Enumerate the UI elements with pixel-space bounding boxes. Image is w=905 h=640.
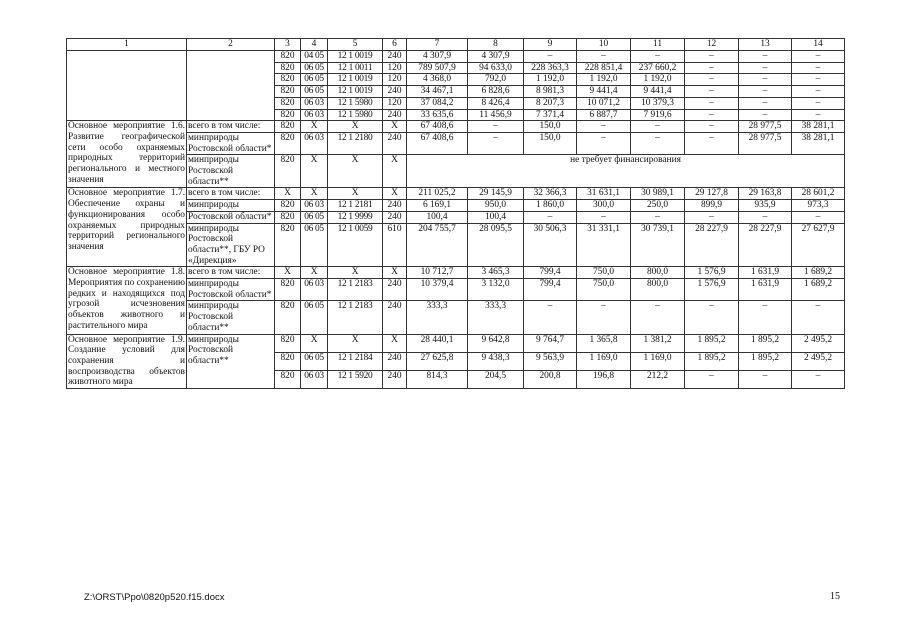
value-cell: 12 1 0019 — [328, 86, 383, 98]
value-cell: 1 689,2 — [792, 267, 845, 279]
value-cell: Х — [328, 267, 383, 279]
value-cell: 240 — [383, 51, 407, 63]
value-cell: 28 227,9 — [685, 223, 739, 267]
value-cell: 1 365,8 — [577, 334, 631, 352]
column-header: 4 — [301, 39, 328, 51]
value-cell: 1 631,9 — [739, 267, 792, 279]
value-cell: – — [524, 301, 577, 334]
value-cell: – — [685, 74, 739, 86]
value-cell: 8 426,4 — [468, 97, 524, 109]
value-cell: 820 — [275, 200, 301, 212]
value-cell: 1 169,0 — [577, 352, 631, 370]
value-cell: 240 — [383, 352, 407, 370]
value-cell: 820 — [275, 211, 301, 223]
value-cell: 67 408,6 — [407, 121, 468, 133]
value-cell: – — [739, 301, 792, 334]
value-cell: 610 — [383, 223, 407, 267]
value-cell: 1 689,2 — [792, 279, 845, 301]
value-cell: 06 05 — [301, 62, 328, 74]
value-cell: – — [577, 51, 631, 63]
value-cell: 06 05 — [301, 352, 328, 370]
value-cell: 11 456,9 — [468, 109, 524, 121]
value-cell: 204 755,7 — [407, 223, 468, 267]
value-cell: 38 281,1 — [792, 121, 845, 133]
value-cell: Х — [328, 188, 383, 200]
value-cell: 12 1 5980 — [328, 97, 383, 109]
value-cell: 1 192,0 — [524, 74, 577, 86]
value-cell: 3 132,0 — [468, 279, 524, 301]
source-cell: минприроды Ростовской области** — [187, 155, 275, 188]
value-cell: 4 368,0 — [407, 74, 468, 86]
value-cell: 06 03 — [301, 200, 328, 212]
value-cell: 240 — [383, 132, 407, 154]
value-cell: 1 192,0 — [631, 74, 685, 86]
value-cell: 2 495,2 — [792, 334, 845, 352]
value-cell: 10 379,4 — [407, 279, 468, 301]
value-cell: – — [631, 301, 685, 334]
value-cell: 06 03 — [301, 132, 328, 154]
value-cell: 37 084,2 — [407, 97, 468, 109]
value-cell: – — [524, 51, 577, 63]
value-cell: 4 307,9 — [468, 51, 524, 63]
value-cell: – — [792, 51, 845, 63]
table-row — [67, 334, 845, 352]
value-cell: 240 — [383, 301, 407, 334]
value-cell: 973,3 — [792, 200, 845, 212]
value-cell: 30 739,1 — [631, 223, 685, 267]
value-cell: Х — [301, 121, 328, 133]
value-cell: 06 03 — [301, 370, 328, 388]
value-cell: 28 977,5 — [739, 121, 792, 133]
value-cell: 06 05 — [301, 223, 328, 267]
value-cell: 28 977,5 — [739, 132, 792, 154]
value-cell: 27 625,8 — [407, 352, 468, 370]
value-cell: – — [685, 132, 739, 154]
value-cell: – — [792, 62, 845, 74]
value-cell: – — [685, 370, 739, 388]
value-cell: 820 — [275, 74, 301, 86]
value-cell: 750,0 — [577, 267, 631, 279]
value-cell: 6 169,1 — [407, 200, 468, 212]
value-cell: 1 169,0 — [631, 352, 685, 370]
value-cell: 100,4 — [468, 211, 524, 223]
value-cell: 240 — [383, 370, 407, 388]
value-cell: 12 1 0019 — [328, 74, 383, 86]
value-cell: 7 919,6 — [631, 109, 685, 121]
value-cell: 1 192,0 — [577, 74, 631, 86]
value-cell: 12 1 0019 — [328, 51, 383, 63]
value-cell: 31 331,1 — [577, 223, 631, 267]
value-cell: 820 — [275, 279, 301, 301]
value-cell: – — [739, 62, 792, 74]
value-cell: Х — [301, 188, 328, 200]
value-cell: 9 764,7 — [524, 334, 577, 352]
financing-note: не требует финансирования — [407, 155, 845, 188]
value-cell: – — [577, 132, 631, 154]
value-cell: 120 — [383, 74, 407, 86]
source-cell: минприроды Ростовской области* — [187, 132, 275, 154]
measure-name: Основное мероприятие 1.9. Создание условий для сохранения и воспроизводства объектов животного мира — [68, 334, 185, 388]
source-cell: минприроды Ростовской области**, ГБУ РО «Дирекция» — [187, 223, 275, 267]
value-cell: 1 895,2 — [739, 334, 792, 352]
value-cell: Х — [383, 267, 407, 279]
name-cell-continued — [67, 51, 187, 121]
column-header: 7 — [407, 39, 468, 51]
value-cell: – — [577, 121, 631, 133]
value-cell: – — [631, 132, 685, 154]
value-cell: 211 025,2 — [407, 188, 468, 200]
value-cell: 32 366,3 — [524, 188, 577, 200]
value-cell: 820 — [275, 370, 301, 388]
value-cell: – — [739, 370, 792, 388]
value-cell: 04 05 — [301, 51, 328, 63]
value-cell: – — [792, 97, 845, 109]
value-cell: 240 — [383, 279, 407, 301]
value-cell: 9 563,9 — [524, 352, 577, 370]
value-cell: 06 03 — [301, 279, 328, 301]
value-cell: 28 601,2 — [792, 188, 845, 200]
source-cell: минприроды Ростовской области** — [187, 334, 275, 389]
column-header: 11 — [631, 39, 685, 51]
value-cell: – — [739, 74, 792, 86]
value-cell: 9 642,8 — [468, 334, 524, 352]
value-cell: 820 — [275, 132, 301, 154]
value-cell: – — [524, 211, 577, 223]
value-cell: 1 381,2 — [631, 334, 685, 352]
footer-file-path: Z:\ORST\Ppo\0820p520.f15.docx — [84, 592, 225, 603]
value-cell: 10 071,2 — [577, 97, 631, 109]
value-cell: 1 895,2 — [685, 334, 739, 352]
value-cell: – — [468, 121, 524, 133]
value-cell: – — [577, 301, 631, 334]
value-cell: 150,0 — [524, 121, 577, 133]
value-cell: 899,9 — [685, 200, 739, 212]
value-cell: 12 1 5920 — [328, 370, 383, 388]
value-cell: – — [792, 370, 845, 388]
value-cell: Х — [383, 155, 407, 188]
value-cell: 6 887,7 — [577, 109, 631, 121]
value-cell: 240 — [383, 109, 407, 121]
value-cell: 12 1 5980 — [328, 109, 383, 121]
value-cell: 1 895,2 — [739, 352, 792, 370]
value-cell: 38 281,1 — [792, 132, 845, 154]
table-row — [67, 188, 845, 200]
value-cell: 240 — [383, 86, 407, 98]
value-cell: – — [792, 86, 845, 98]
value-cell: 8 981,3 — [524, 86, 577, 98]
value-cell: 228 851,4 — [577, 62, 631, 74]
value-cell: 204,5 — [468, 370, 524, 388]
value-cell: 06 03 — [301, 109, 328, 121]
value-cell: 28 095,5 — [468, 223, 524, 267]
value-cell: 799,4 — [524, 267, 577, 279]
value-cell: 9 441,4 — [631, 86, 685, 98]
value-cell: 820 — [275, 352, 301, 370]
value-cell: – — [685, 51, 739, 63]
value-cell: 06 05 — [301, 211, 328, 223]
source-cell: всего в том числе: — [187, 267, 275, 279]
value-cell: 820 — [275, 223, 301, 267]
source-cell: всего в том числе: — [187, 188, 275, 200]
value-cell: 10 712,7 — [407, 267, 468, 279]
value-cell: – — [739, 211, 792, 223]
value-cell: 1 576,9 — [685, 267, 739, 279]
value-cell: 06 05 — [301, 301, 328, 334]
value-cell: 12 1 2183 — [328, 279, 383, 301]
value-cell: 6 828,6 — [468, 86, 524, 98]
value-cell: Х — [328, 155, 383, 188]
value-cell: – — [685, 62, 739, 74]
column-header: 9 — [524, 39, 577, 51]
value-cell: 29 127,8 — [685, 188, 739, 200]
value-cell: 333,3 — [468, 301, 524, 334]
value-cell: 792,0 — [468, 74, 524, 86]
value-cell: Х — [383, 188, 407, 200]
value-cell: 9 441,4 — [577, 86, 631, 98]
value-cell: – — [739, 97, 792, 109]
source-cell-continued — [187, 51, 275, 121]
value-cell: 1 631,9 — [739, 279, 792, 301]
value-cell: 240 — [383, 200, 407, 212]
value-cell: – — [739, 51, 792, 63]
value-cell: 800,0 — [631, 267, 685, 279]
value-cell: Х — [383, 334, 407, 352]
value-cell: 237 660,2 — [631, 62, 685, 74]
value-cell: – — [792, 301, 845, 334]
value-cell: 333,3 — [407, 301, 468, 334]
column-header: 2 — [187, 39, 275, 51]
column-header: 13 — [739, 39, 792, 51]
value-cell: 29 163,8 — [739, 188, 792, 200]
value-cell: Х — [275, 188, 301, 200]
value-cell: 820 — [275, 62, 301, 74]
value-cell: 28 227,9 — [739, 223, 792, 267]
value-cell: 12 1 2180 — [328, 132, 383, 154]
value-cell: – — [739, 86, 792, 98]
value-cell: 300,0 — [577, 200, 631, 212]
column-header: 1 — [67, 39, 187, 51]
value-cell: 200,8 — [524, 370, 577, 388]
value-cell: 120 — [383, 62, 407, 74]
column-header: 3 — [275, 39, 301, 51]
value-cell: 820 — [275, 121, 301, 133]
value-cell: 212,2 — [631, 370, 685, 388]
value-cell: 06 03 — [301, 97, 328, 109]
footer-page-number: 15 — [830, 591, 840, 602]
value-cell: – — [685, 86, 739, 98]
value-cell: 799,4 — [524, 279, 577, 301]
measure-name: Основное мероприятие 1.6. Развитие географической сети особо охраняемых природных территорий регионального и местного значения — [67, 121, 187, 188]
budget-table — [66, 38, 845, 389]
value-cell: 820 — [275, 301, 301, 334]
column-header: 8 — [468, 39, 524, 51]
value-cell: 31 631,1 — [577, 188, 631, 200]
value-cell: – — [631, 51, 685, 63]
value-cell: Х — [301, 334, 328, 352]
value-cell: 820 — [275, 51, 301, 63]
value-cell: 30 989,1 — [631, 188, 685, 200]
value-cell: Х — [328, 121, 383, 133]
value-cell: – — [792, 211, 845, 223]
value-cell: 06 05 — [301, 86, 328, 98]
value-cell: 2 495,2 — [792, 352, 845, 370]
value-cell: 820 — [275, 97, 301, 109]
value-cell: 8 207,3 — [524, 97, 577, 109]
measure-name: Основное мероприятие 1.8. Мероприятия по сохранению редких и находящихся под угрозой исчезновения объектов животного и растительного мира — [67, 267, 187, 334]
value-cell: – — [685, 97, 739, 109]
value-cell: 12 1 0011 — [328, 62, 383, 74]
value-cell: 7 371,4 — [524, 109, 577, 121]
value-cell: Х — [328, 334, 383, 352]
value-cell: – — [577, 211, 631, 223]
value-cell: 250,0 — [631, 200, 685, 212]
value-cell: 1 576,9 — [685, 279, 739, 301]
value-cell: 935,9 — [739, 200, 792, 212]
value-cell: 820 — [275, 155, 301, 188]
table-row — [67, 267, 845, 279]
value-cell: 789 507,9 — [407, 62, 468, 74]
column-header: 14 — [792, 39, 845, 51]
column-header: 6 — [383, 39, 407, 51]
value-cell: 30 506,3 — [524, 223, 577, 267]
value-cell: – — [792, 74, 845, 86]
value-cell: 820 — [275, 86, 301, 98]
value-cell: 12 1 9999 — [328, 211, 383, 223]
value-cell: Х — [301, 155, 328, 188]
value-cell: 820 — [275, 334, 301, 352]
value-cell: 12 1 2184 — [328, 352, 383, 370]
value-cell: – — [739, 109, 792, 121]
value-cell: – — [631, 121, 685, 133]
source-cell: Ростовской области* — [187, 211, 275, 223]
value-cell: 29 145,9 — [468, 188, 524, 200]
value-cell: 06 05 — [301, 74, 328, 86]
source-cell: минприроды Ростовской области* — [187, 279, 275, 301]
value-cell: 10 379,3 — [631, 97, 685, 109]
value-cell: – — [685, 211, 739, 223]
value-cell: 150,0 — [524, 132, 577, 154]
value-cell: 4 307,9 — [407, 51, 468, 63]
value-cell: 12 1 0059 — [328, 223, 383, 267]
source-cell: минприроды Ростовской области** — [187, 301, 275, 334]
value-cell: 12 1 2183 — [328, 301, 383, 334]
value-cell: Х — [383, 121, 407, 133]
value-cell: 1 860,0 — [524, 200, 577, 212]
value-cell: 67 408,6 — [407, 132, 468, 154]
value-cell: 820 — [275, 109, 301, 121]
measure-name: Основное мероприятие 1.7. Обеспечение охраны и функционирования особо охраняемых природных территорий регионального значения — [67, 188, 187, 267]
value-cell: – — [685, 301, 739, 334]
value-cell: Х — [301, 267, 328, 279]
value-cell: 120 — [383, 97, 407, 109]
header-row — [67, 39, 845, 51]
value-cell: 9 438,3 — [468, 352, 524, 370]
value-cell: 28 440,1 — [407, 334, 468, 352]
source-cell: минприроды — [187, 200, 275, 212]
value-cell: Х — [275, 267, 301, 279]
value-cell: – — [685, 121, 739, 133]
value-cell: 12 1 2181 — [328, 200, 383, 212]
value-cell: 33 635,6 — [407, 109, 468, 121]
value-cell: 34 467,1 — [407, 86, 468, 98]
value-cell: 228 363,3 — [524, 62, 577, 74]
value-cell: 814,3 — [407, 370, 468, 388]
value-cell: 750,0 — [577, 279, 631, 301]
value-cell: 100,4 — [407, 211, 468, 223]
value-cell: 800,0 — [631, 279, 685, 301]
value-cell: 950,0 — [468, 200, 524, 212]
column-header: 5 — [328, 39, 383, 51]
value-cell: – — [792, 109, 845, 121]
value-cell: – — [468, 132, 524, 154]
source-cell: всего в том числе: — [187, 121, 275, 133]
table-row — [67, 51, 845, 63]
value-cell: 3 465,3 — [468, 267, 524, 279]
value-cell: 240 — [383, 211, 407, 223]
column-header: 10 — [577, 39, 631, 51]
column-header: 12 — [685, 39, 739, 51]
value-cell: 27 627,9 — [792, 223, 845, 267]
value-cell: 1 895,2 — [685, 352, 739, 370]
value-cell: – — [631, 211, 685, 223]
value-cell: – — [685, 109, 739, 121]
value-cell: 94 633,0 — [468, 62, 524, 74]
table-row — [67, 121, 845, 133]
value-cell: 196,8 — [577, 370, 631, 388]
